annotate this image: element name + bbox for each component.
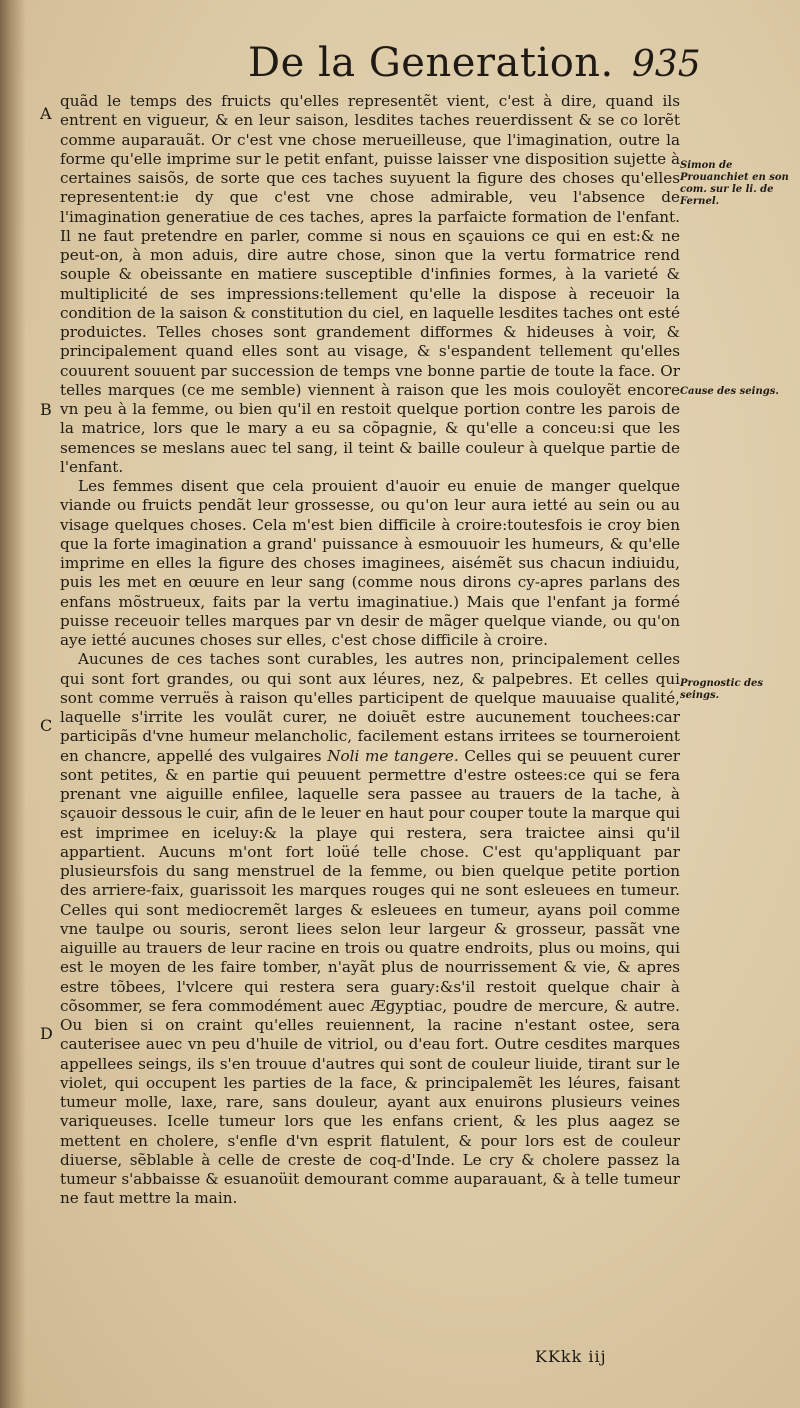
- paragraph-3: [60, 650, 680, 1208]
- page-gutter-shadow: [0, 0, 26, 1408]
- signature-mark: KKkk iij: [535, 1347, 607, 1366]
- folio-number: 935: [632, 44, 701, 85]
- paragraph-3-continuation: Celles qui se peuuent curer sont petites, & en partie qui peuuent permettre d'estre ostees:ce qui se fera prenant vne aiguille enfilee, laquelle sera passee au trauers de la tache, à sçauoir dessous le cuir, afin de le leuer en haut pour couper toute la marque qui est imprimee en iceluy:& la playe qui restera, sera traictee ainsi qu'il appartient. Aucuns m'ont fort loüé telle chose. C'est qu'appliquant par plusieursfois du sang menstruel de la femme, ou bien quelque petite portion des arriere-faix, guarissoit les marques rouges qui ne sont esleuees en tumeur. Celles qui sont mediocremẽt larges & esleuees en tumeur, ayans poil comme vne taulpe ou souris, seront liees selon leur largeur & grosseur, passãt vne aiguille au trauers de leur racine en trois ou quatre endroits, plus ou moins, qui est le moyen de les faire tomber, n'ayãt plus de nourrissement & vie, & apres estre tõbees, l'vlcere qui restera sera guary:&s'il restoit quelque chair à cõsommer, se fera commodément auec Ægyptiac, poudre de mercure, & autre. Ou bien si on craint qu'elles reuiennent, la racine n'estant ostee, sera cauterisee auec vn peu d'huile de vitriol, ou d'eau fort. Outre cesdites marques appellees seings, ils s'en trouue d'autres qui sont de couleur liuide, tirant sur le violet, qui occupent les parties de la face, & principalemẽt les léures, faisant tumeur molle, laxe, rare, sans douleur, ayant aux enuirons plusieurs veines variqueuses. Icelle tumeur lors que les enfans crient, & les plus aagez se mettent en cholere, s'enfle d'vn esprit flatulent, & pour lors est de couleur diuerse, sẽblable à celle de creste de coq-d'Inde. Le cry & cholere passez la tumeur s'abbaisse & esuanoüit demourant comme auparauant, & à telle tumeur ne faut mettre la main.: [60, 746, 681, 1208]
- margin-letter-d: D: [40, 1024, 53, 1043]
- paragraph-3-text: Aucunes de ces taches sont curables, les autres non, principalement celles qui sont fort grandes, ou qui sont aux léures, nez, & palpebres. Et celles qui sont comme verruës à raison qu'elles participent de quelque mauuaise qualité, laquelle s'irrite les voulãt curer, ne doiuẽt estre aucunement touchees:car participãs d'vne humeur melancholic, facilement estans irritees se tourneroient en chancre, appellé des vulgaires: [60, 650, 680, 765]
- margin-letter-c: C: [40, 716, 53, 735]
- running-title: De la Generation.: [248, 40, 614, 86]
- margin-note-cause-des-seings: Cause des seings.: [680, 386, 779, 397]
- paragraph-1: quãd le temps des fruicts qu'elles representẽt vient, c'est à dire, quand ils entrent en vigueur, & en leur saison, lesdites taches reuerdissent & se co lorẽt comme auparauãt. Or c'est vne chose merueilleuse, que l'imagination, outre la forme qu'elle imprime sur le petit enfant, puisse laisser vne disposition sujette à certaines saisõs, de sorte que ces taches suyuent la figure des choses qu'elles representent:ie dy que c'est vne chose admirable, veu l'absence de l'imagination generatiue de ces taches, apres la parfaicte formation de l'enfant. Il ne faut pretendre en parler, comme si nous en sçauions ce qui en est:& ne peut-on, à mon aduis, dire autre chose, sinon que la vertu formatrice rend souple & obeissante en matiere susceptible d'infinies formes, à la varieté & multiplicité de ses impressions:tellement qu'elle la dispose à receuoir la condition de la saison & constitution du ciel, en laquelle lesdites taches ont esté produictes. Telles choses sont grandement difformes & hideuses à voir, & principalement quand elles sont au visage, & s'espandent tellement qu'elles couurent souuent par succession de temps vne bonne partie de toute la face. Or telles marques (ce me semble) viennent à raison que les mois couloyẽt encore vn peu à la femme, ou bien qu'il en restoit quelque portion contre les parois de la matrice, lors que le mary a eu sa cõpagnie, & qu'elle a conceu:si que les semences se meslans auec tel sang, il teint & baille couleur à quelque partie de l'enfant.: [60, 92, 681, 476]
- margin-note-prognostic: Prognostic des seings.: [680, 678, 763, 701]
- body-text: [60, 92, 680, 1209]
- margin-note-simon-de-prouanchiet: Simon de Prouanchiet en son com. sur le li. de Fernel.: [680, 160, 789, 207]
- paragraph-2: Les femmes disent que cela prouient d'auoir eu enuie de manger quelque viande ou fruicts pendãt leur grossesse, ou qu'on leur aura ietté au sein ou au visage quelques choses. Cela m'est bien difficile à croire:toutesfois ie croy bien que la forte imagination a grand' puissance à esmouuoir les humeurs, & qu'elle imprime en elles la figure des choses imaginees, aisémẽt sus chacun indiuidu, puis les met en œuure en leur sang (comme nous dirons cy-apres parlans des enfans mõstrueux, faits par la vertu imaginatiue.) Mais que l'enfant ja formé puisse receuoir telles marques par vn desir de mãger quelque viande, ou qu'on aye ietté aucunes choses sur elles, c'est chose difficile à croire.: [60, 477, 680, 649]
- margin-letter-b: B: [40, 400, 52, 419]
- latin-phrase-noli-me-tangere: Noli me tangere.: [327, 746, 459, 765]
- margin-letter-a: A: [40, 104, 52, 123]
- page-header: [0, 40, 800, 96]
